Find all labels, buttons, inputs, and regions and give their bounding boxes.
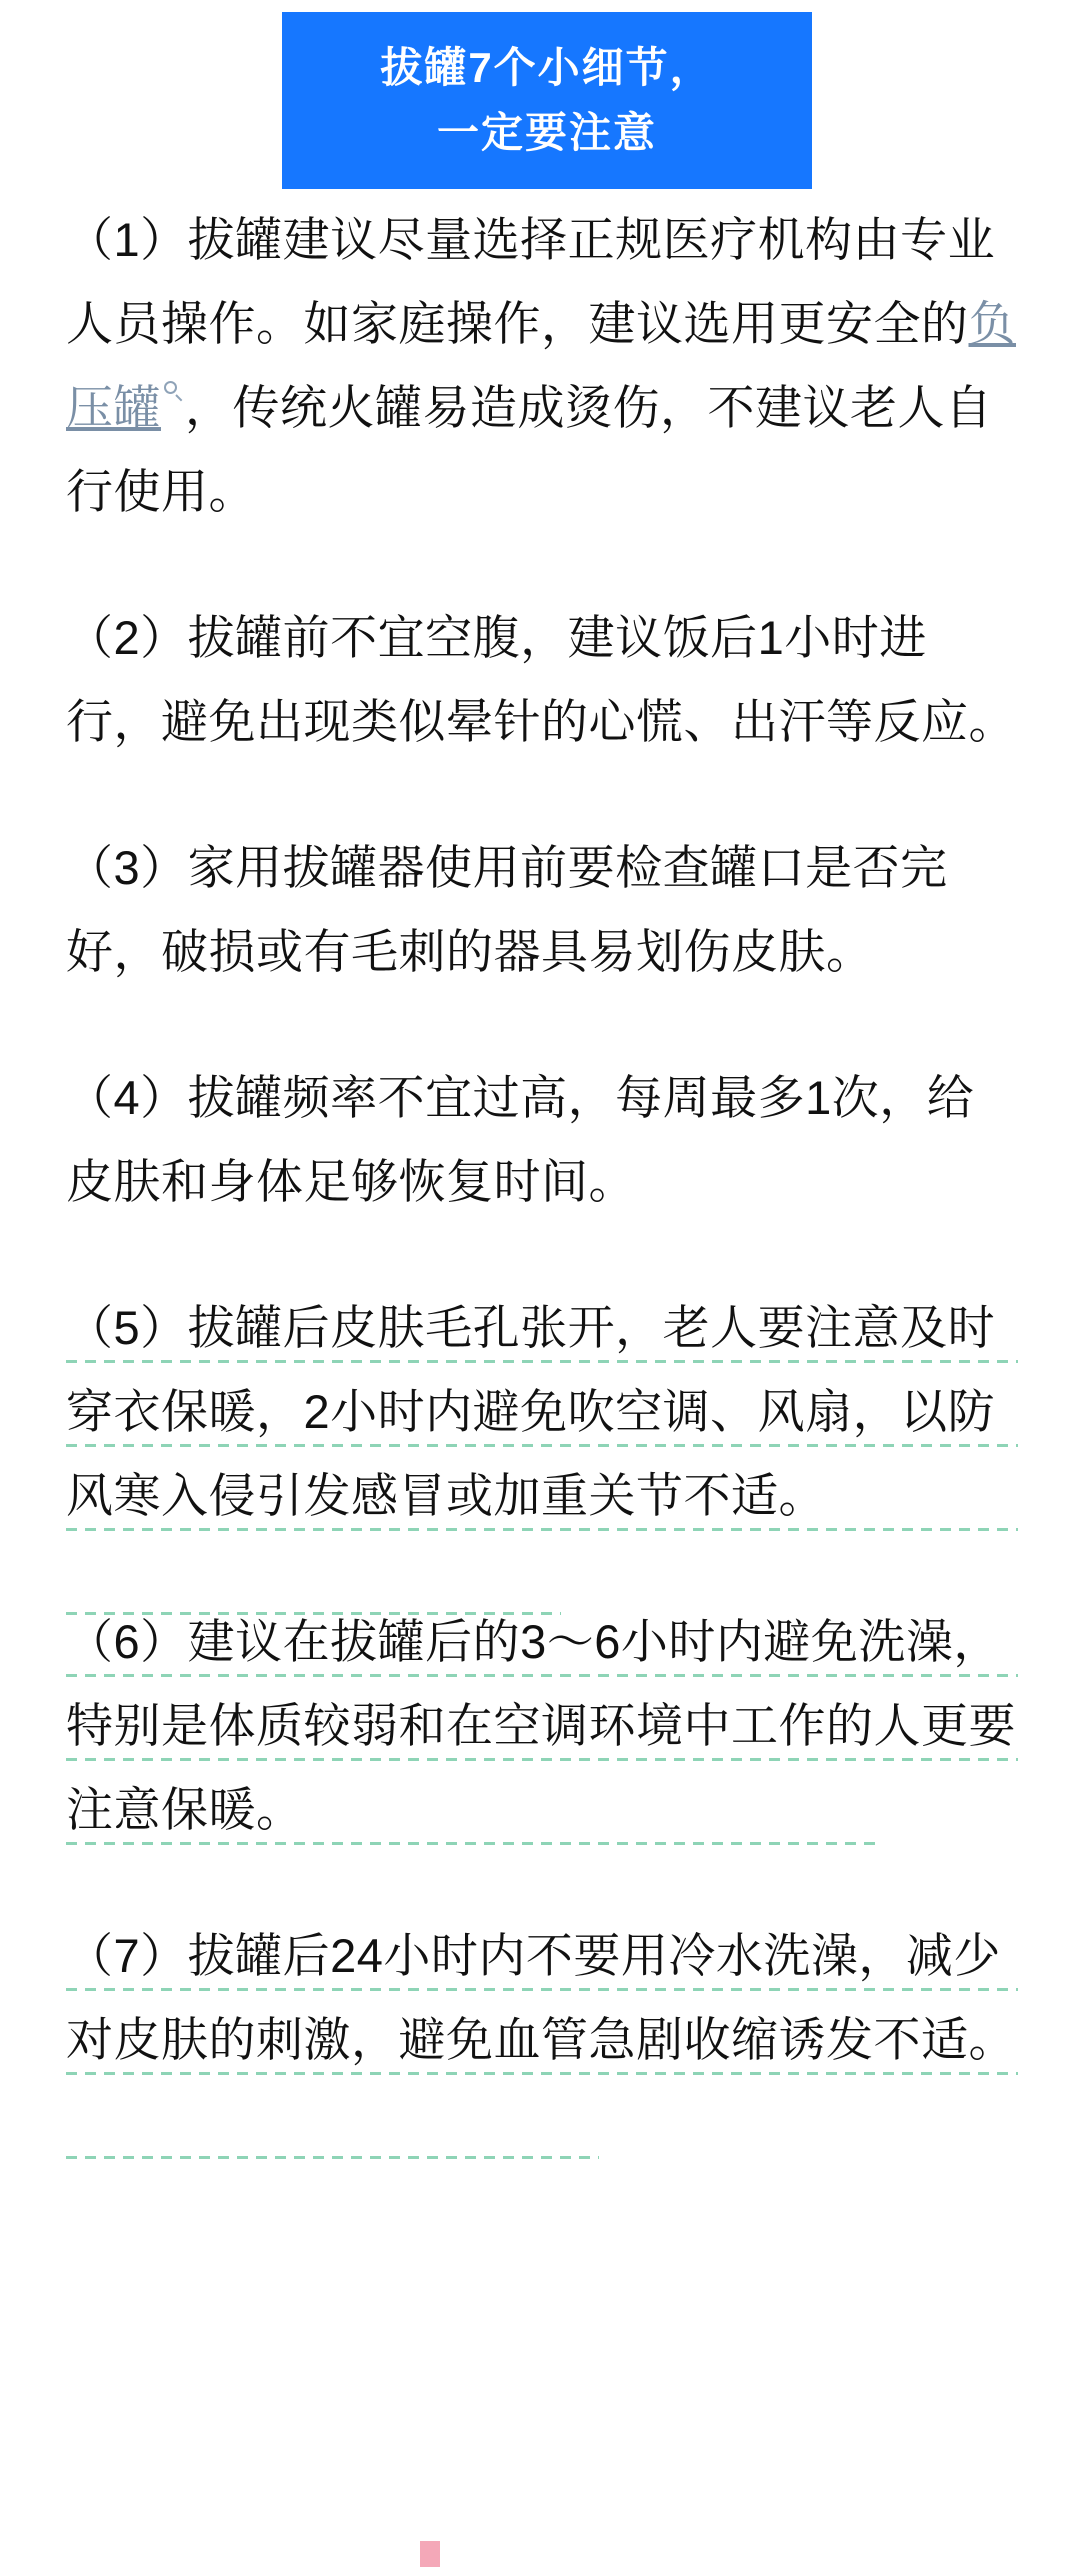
title-banner — [282, 12, 812, 189]
paragraph-7-text: （7）拔罐后24小时内不要用冷水洗澡，减少对皮肤的刺激，避免血管急剧收缩诱发不适。 — [66, 1929, 1016, 2066]
paragraph-3: （3）家用拔罐器使用前要检查罐口是否完好，破损或有毛刺的器具易划伤皮肤。 — [66, 841, 948, 978]
paragraph-4: （4）拔罐频率不宜过高，每周最多1次，给皮肤和身体足够恢复时间。 — [66, 1071, 975, 1208]
cursor-caret — [420, 2541, 440, 2567]
paragraph-2: （2）拔罐前不宜空腹，建议饭后1小时进行，避免出现类似晕针的心慌、出汗等反应。 — [66, 611, 1016, 748]
banner-title-line-2: 一定要注意 — [436, 108, 657, 156]
paragraph-1-text-after-link: ，传统火罐易造成烫伤，不建议老人自行使用。 — [66, 381, 993, 518]
banner-title-line-1: 拔罐7个小细节， — [380, 44, 714, 92]
search-icon — [163, 380, 185, 402]
article-body — [0, 198, 1080, 2082]
paragraph-6-text: （6）建议在拔罐后的3～6小时内避免洗澡，特别是体质较弱和在空调环境中工作的人更要注意保暖。 — [66, 1615, 1016, 1836]
paragraph-1-text-before-link: （1）拔罐建议尽量选择正规医疗机构由专业人员操作。如家庭操作，建议选用更安全的 — [66, 213, 996, 350]
paragraph-5 — [66, 1286, 1018, 1538]
link-label: 负压罐 — [66, 297, 1016, 434]
title-banner-area — [0, 0, 1080, 198]
paragraph-7 — [66, 1914, 1018, 2082]
paragraph-6 — [66, 1600, 1018, 1852]
paragraph-5-text: （5）拔罐后皮肤毛孔张开，老人要注意及时穿衣保暖，2小时内避免吹空调、风扇，以防风寒入侵引发感冒或加重关节不适。 — [66, 1301, 996, 1522]
paragraph-1 — [66, 198, 1018, 534]
